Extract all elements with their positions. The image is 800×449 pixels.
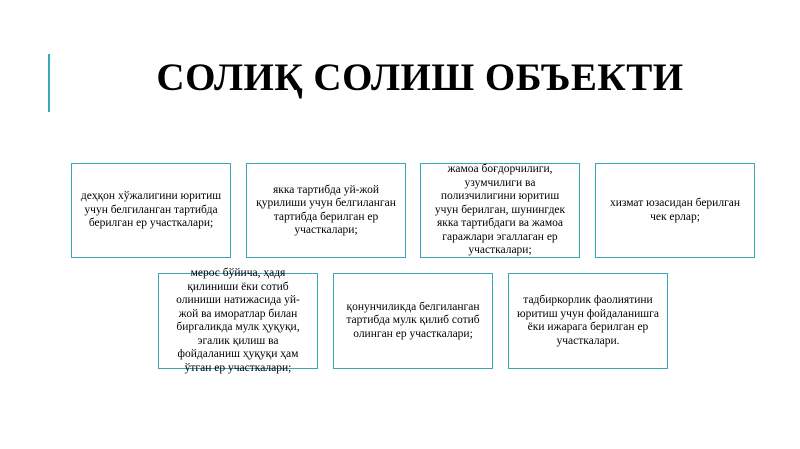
tax-object-text-3: жамоа боғдорчилиги, узумчилиги ва полизчилигини юритиш учун берилган, шунингдек якка тартибдаги ва жамоа гаражлари эгаллаган ер участкалари; (434, 163, 566, 257)
tax-object-box-5 (158, 267, 318, 374)
tax-object-box-6 (333, 273, 493, 369)
slide-title: СОЛИҚ СОЛИШ ОБЪЕКТИ (156, 56, 684, 99)
tax-object-text-2: якка тартибда уй-жой қурилиши учун белгиланган тартибда берилган ер участкалари; (256, 183, 396, 236)
tax-object-text-1: деҳқон хўжалигини юритиш учун белгиланган тартибда берилган ер участкалари; (80, 190, 222, 230)
tax-object-text-7: тадбиркорлик фаолиятини юритиш учун фойдаланишга ёки ижарага берилган ер участкалари. (517, 294, 659, 347)
tax-object-box-7 (508, 273, 668, 369)
tax-object-text-6: қонунчиликда белгиланган тартибда мулк қилиб сотиб олинган ер участкалари; (346, 300, 480, 340)
tax-object-box-2 (246, 163, 406, 258)
tax-object-text-5: мерос бўйича, ҳадя қилиниши ёки сотиб олиниши натижасида уй-жой ва иморатлар билан биргаликда мулк ҳуқуқи, эгалик қилиш ва фойдаланиш ҳуқуқи ҳам ўтган ер участкалари; (176, 267, 300, 374)
tax-object-box-3 (420, 163, 580, 258)
tax-object-box-1 (71, 163, 231, 258)
tax-object-box-4 (595, 163, 755, 258)
title-accent-bar (48, 54, 50, 112)
tax-object-text-4: хизмат юзасидан берилган чек ерлар; (609, 197, 741, 223)
